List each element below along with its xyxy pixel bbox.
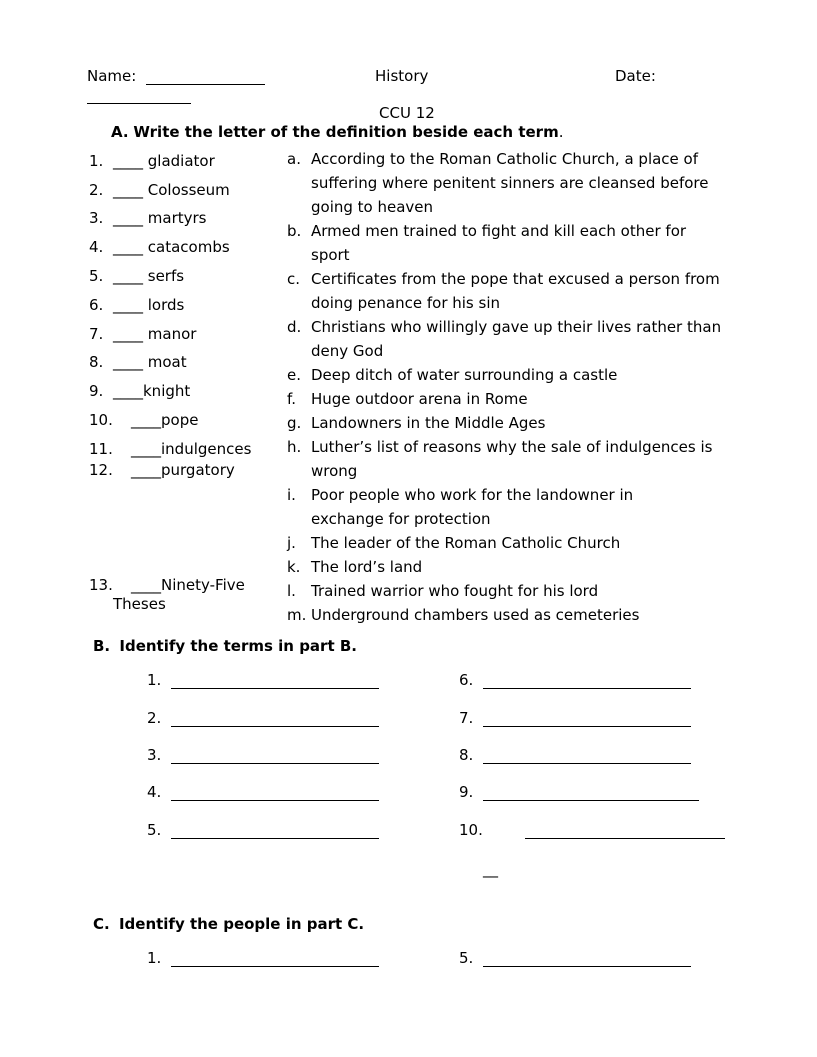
term-text: ____knight <box>113 382 191 400</box>
name-blank-text <box>146 67 251 85</box>
definition-text: Poor people who work for the landowner in exchange for protection <box>311 486 634 528</box>
term-text: ____ moat <box>113 353 187 371</box>
definition-text: Christians who willingly gave up their lives rather than deny God <box>311 318 722 360</box>
term-number: 6. <box>89 296 104 314</box>
definition-text: The lord’s land <box>311 558 423 576</box>
definition-letter: h. <box>287 438 302 456</box>
definition-text: Underground chambers used as cemeteries <box>311 606 640 624</box>
answer-number: 2. <box>147 709 162 727</box>
term-text: ____ Colosseum <box>113 181 230 199</box>
term-text: ____purgatory <box>131 461 235 479</box>
answer-number: 7. <box>459 709 474 727</box>
term-text: ____Ninety-Five <box>131 576 245 594</box>
definition-text: Trained warrior who fought for his lord <box>311 582 599 600</box>
term-text: ____pope <box>131 411 199 429</box>
definition-text: Landowners in the Middle Ages <box>311 414 546 432</box>
section-c-heading <box>93 915 364 933</box>
definition-letter: l. <box>287 582 296 600</box>
answer-blank[interactable] <box>171 966 379 967</box>
definition-letter: i. <box>287 486 296 504</box>
subject-title: History <box>375 67 429 85</box>
term-number: 8. <box>89 353 104 371</box>
definition-letter: m. <box>287 606 307 624</box>
definition-text: According to the Roman Catholic Church, a place of suffering where penitent sinners are cleansed before going to heaven <box>311 150 709 216</box>
definition-letter: j. <box>287 534 296 552</box>
term-number: 10. <box>89 411 113 429</box>
definition-text: Deep ditch of water surrounding a castle <box>311 366 618 384</box>
answer-number: 1. <box>147 671 162 689</box>
section-a-letter: A. <box>111 123 129 141</box>
term-text: ____ martyrs <box>113 209 207 227</box>
term-text-continued: Theses <box>113 595 166 613</box>
definition-text: Certificates from the pope that excused a person from doing penance for his sin <box>311 270 720 312</box>
answer-blank[interactable] <box>483 763 691 764</box>
answer-blank[interactable] <box>171 838 379 839</box>
definition-text: The leader of the Roman Catholic Church <box>311 534 621 552</box>
definition-text: Armed men trained to fight and kill each other for sport <box>311 222 687 264</box>
answer-blank[interactable] <box>171 763 379 764</box>
definition-letter: c. <box>287 270 301 288</box>
term-text: ____ manor <box>113 325 197 343</box>
answer-number: 9. <box>459 783 474 801</box>
section-a-heading <box>111 123 563 141</box>
answer-number: 10. <box>459 821 483 839</box>
definition-letter: e. <box>287 366 301 384</box>
term-text: ____indulgences <box>131 440 252 458</box>
section-a-period: . <box>558 123 564 141</box>
term-number: 3. <box>89 209 104 227</box>
answer-number: 5. <box>147 821 162 839</box>
term-number: 13. <box>89 576 113 594</box>
term-number: 7. <box>89 325 104 343</box>
answer-blank[interactable] <box>525 838 725 839</box>
definition-letter: f. <box>287 390 296 408</box>
definition-text: Huge outdoor arena in Rome <box>311 390 528 408</box>
unit-title: CCU 12 <box>379 104 435 122</box>
answer-number: 8. <box>459 746 474 764</box>
term-number: 12. <box>89 461 113 479</box>
date-label: Date: <box>615 67 656 85</box>
answer-number: 4. <box>147 783 162 801</box>
date-blank-text <box>87 86 185 104</box>
section-a-instruction: Write the letter of the definition beside each term <box>133 123 559 141</box>
definition-letter: b. <box>287 222 302 240</box>
term-text: ____ lords <box>113 296 185 314</box>
answer-number: 6. <box>459 671 474 689</box>
answer-number: 5. <box>459 949 474 967</box>
answer-blank[interactable] <box>171 688 379 689</box>
answer-number: 3. <box>147 746 162 764</box>
answer-blank[interactable] <box>483 726 691 727</box>
section-b-heading <box>93 637 357 655</box>
answer-blank[interactable] <box>483 800 699 801</box>
answer-blank[interactable] <box>483 966 691 967</box>
definition-text: Luther’s list of reasons why the sale of indulgences is wrong <box>311 438 713 480</box>
term-text: ____ serfs <box>113 267 185 285</box>
definition-letter: k. <box>287 558 301 576</box>
definition-letter: d. <box>287 318 302 336</box>
term-number: 9. <box>89 382 104 400</box>
term-text: ____ catacombs <box>113 238 230 256</box>
answer-blank[interactable] <box>483 688 691 689</box>
answer-blank[interactable] <box>171 726 379 727</box>
section-c-instruction: Identify the people in part C. <box>118 915 365 933</box>
term-number: 1. <box>89 152 104 170</box>
answer-number: 1. <box>147 949 162 967</box>
section-b-letter: B. <box>93 637 111 655</box>
term-number: 2. <box>89 181 104 199</box>
stray-underscore: __ <box>483 860 498 878</box>
definition-letter: g. <box>287 414 302 432</box>
section-b-instruction: Identify the terms in part B. <box>119 637 357 655</box>
answer-blank[interactable] <box>171 800 379 801</box>
term-text: ____ gladiator <box>113 152 215 170</box>
section-c-letter: C. <box>93 915 110 933</box>
name-label: Name: <box>87 67 137 85</box>
term-number: 11. <box>89 440 113 458</box>
term-number: 5. <box>89 267 104 285</box>
term-number: 4. <box>89 238 104 256</box>
definition-letter: a. <box>287 150 301 168</box>
